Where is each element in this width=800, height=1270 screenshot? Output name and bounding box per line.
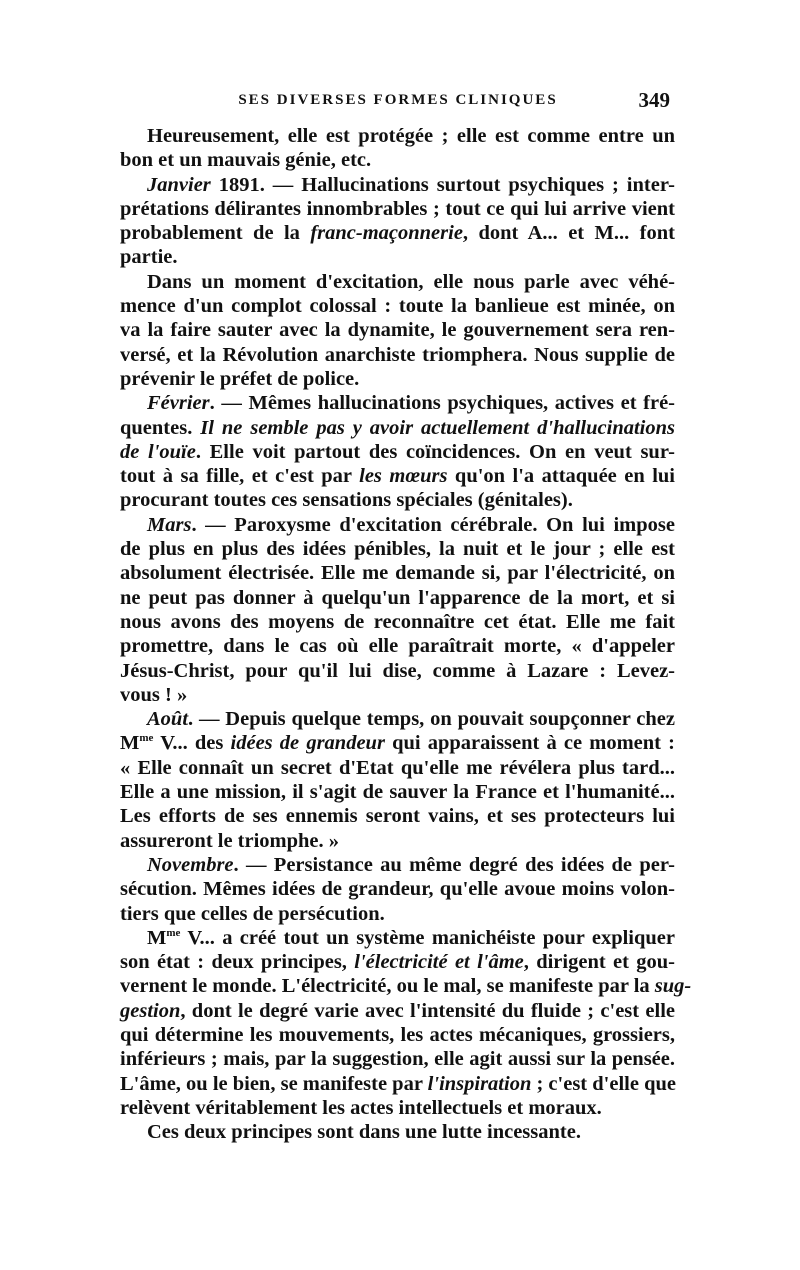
italic-text: les mœurs xyxy=(359,465,448,488)
text-line xyxy=(120,537,675,561)
text-segment: Ces deux principes sont dans une lutte incessante. xyxy=(147,1121,581,1144)
text-segment: partie. xyxy=(120,246,178,269)
text-line xyxy=(120,343,675,367)
text-segment: V... a créé tout un système manichéiste pour expliquer xyxy=(180,926,675,949)
text-segment: . — Depuis quelque temps, on pouvait soupçonner chez xyxy=(188,708,675,731)
text-line xyxy=(120,974,692,998)
text-segment: probablement de la xyxy=(120,222,311,245)
text-segment: vous ! » xyxy=(120,683,188,706)
text-line xyxy=(120,245,675,269)
text-segment: vernent le monde. L'électricité, ou le mal, se manifeste par la xyxy=(120,975,655,998)
text-segment: . — Mêmes hallucinations psychiques, actives et fré- xyxy=(209,392,675,415)
italic-text: Il ne semble pas y avoir actuellement d'hallucinations xyxy=(200,416,675,439)
text-segment: 1891. — Hallucinations surtout psychiques ; inter- xyxy=(210,173,675,196)
text-segment: tout à sa fille, et c'est par xyxy=(120,465,360,488)
text-segment: M xyxy=(120,732,140,755)
text-segment: , dont A... et M... font xyxy=(462,222,675,245)
text-line xyxy=(120,148,675,172)
text-segment: Jésus-Christ, pour qu'il lui dise, comme à Lazare : Levez- xyxy=(120,659,675,682)
text-segment: Elle a une mission, il s'agit de sauver la France et l'humanité... xyxy=(120,781,675,804)
text-line xyxy=(120,634,675,658)
text-segment: qui détermine les mouvements, les actes mécaniques, grossiers, xyxy=(120,1023,675,1046)
text-segment: inférieurs ; mais, par la suggestion, elle agit aussi sur la pensée. xyxy=(120,1048,675,1071)
text-line xyxy=(120,1023,675,1047)
text-line xyxy=(120,902,675,926)
text-line xyxy=(120,124,675,148)
text-segment: qu'on l'a attaquée en lui xyxy=(447,465,675,488)
text-segment: va la faire sauter avec la dynamite, le gouvernement sera ren- xyxy=(120,319,675,342)
superscript: me xyxy=(166,926,181,939)
text-segment: versé, et la Révolution anarchiste triomphera. Nous supplie de xyxy=(120,343,675,366)
text-line xyxy=(120,270,675,294)
text-line xyxy=(120,561,675,585)
text-segment: V... des xyxy=(153,732,231,755)
text-line xyxy=(120,1096,675,1120)
body-text xyxy=(120,124,692,1144)
text-line xyxy=(120,1120,675,1144)
text-line xyxy=(120,391,675,415)
text-line xyxy=(120,416,675,440)
text-line xyxy=(120,659,675,683)
text-line xyxy=(120,829,675,853)
text-segment: M xyxy=(147,926,167,949)
text-segment: promettre, dans le cas où elle paraîtrait morte, « d'appeler xyxy=(120,635,675,658)
text-line xyxy=(120,586,675,610)
text-segment: , dirigent et gou- xyxy=(523,951,675,974)
text-segment: . — Paroxysme d'excitation cérébrale. On lui impose xyxy=(191,513,675,536)
text-line xyxy=(120,294,675,318)
italic-text: gestion xyxy=(120,999,181,1022)
text-line xyxy=(120,950,675,974)
text-segment: , dont le degré varie avec l'intensité du fluide ; c'est elle xyxy=(180,999,675,1022)
text-line xyxy=(120,173,675,197)
text-segment: « Elle connaît un secret d'Etat qu'elle me révélera plus tard... xyxy=(120,756,675,779)
text-line xyxy=(120,440,675,464)
text-segment: . Elle voit partout des coïncidences. On en veut sur- xyxy=(195,440,675,463)
text-segment: relèvent véritablement les actes intellectuels et moraux. xyxy=(120,1096,602,1119)
text-line xyxy=(120,1072,675,1096)
text-line xyxy=(120,197,675,221)
text-segment: Dans un moment d'excitation, elle nous parle avec véhé- xyxy=(147,270,675,293)
text-segment: . — Persistance au même degré des idées de per- xyxy=(233,853,675,876)
text-line xyxy=(120,683,675,707)
text-segment: Heureusement, elle est protégée ; elle est comme entre un xyxy=(147,125,675,147)
text-segment: bon et un mauvais génie, etc. xyxy=(120,149,372,172)
page-header xyxy=(118,88,678,118)
italic-text: l'électricité et l'âme xyxy=(354,951,524,974)
text-segment: assureront le triomphe. » xyxy=(120,829,340,852)
text-line xyxy=(120,877,675,901)
text-line xyxy=(120,1047,675,1071)
text-line xyxy=(120,318,675,342)
text-line xyxy=(120,488,675,512)
text-line xyxy=(120,780,675,804)
text-segment: prévenir le préfet de police. xyxy=(120,367,360,390)
text-line xyxy=(120,731,675,755)
italic-text: Novembre xyxy=(147,853,234,876)
italic-text: franc-maçonnerie xyxy=(310,222,463,245)
italic-text: Février xyxy=(147,392,210,415)
text-line xyxy=(120,221,675,245)
text-line xyxy=(120,756,675,780)
italic-text: de l'ouïe xyxy=(120,440,196,463)
text-line xyxy=(120,707,675,731)
running-title: SES DIVERSES FORMES CLINIQUES xyxy=(238,92,558,108)
text-line xyxy=(120,999,675,1023)
text-line xyxy=(120,804,675,828)
text-segment: son état : deux principes, xyxy=(120,951,355,974)
text-line xyxy=(120,367,675,391)
text-segment: ne peut pas donner à quelqu'un l'apparence de la mort, et si xyxy=(120,586,675,609)
text-line xyxy=(120,464,675,488)
text-line xyxy=(120,853,675,877)
text-segment: quentes. xyxy=(120,416,201,439)
italic-text: sug- xyxy=(654,975,692,998)
italic-text: Mars xyxy=(147,513,192,536)
text-segment: procurant toutes ces sensations spéciales (génitales). xyxy=(120,489,573,512)
text-segment: nous avons des moyens de reconnaître cet état. Elle me fait xyxy=(120,610,675,633)
text-segment: L'âme, ou le bien, se manifeste par xyxy=(120,1072,428,1095)
italic-text: idées de grandeur xyxy=(230,732,385,755)
text-segment: Les efforts de ses ennemis seront vains, et ses protecteurs lui xyxy=(120,805,675,828)
italic-text: l'inspiration xyxy=(427,1072,532,1095)
text-segment: qui apparaissent à ce moment : xyxy=(384,732,675,755)
text-segment: mence d'un complot colossal : toute la banlieue est minée, on xyxy=(120,295,675,318)
text-segment: sécution. Mêmes idées de grandeur, qu'elle avoue moins volon- xyxy=(120,878,675,901)
text-segment: ; c'est d'elle que xyxy=(531,1072,676,1095)
text-segment: tiers que celles de persécution. xyxy=(120,902,385,925)
page-number: 349 xyxy=(638,88,670,112)
italic-text: Août xyxy=(147,708,189,731)
italic-text: Janvier xyxy=(147,173,211,196)
text-line xyxy=(120,513,675,537)
text-segment: absolument électrisée. Elle me demande si, par l'électricité, on xyxy=(120,562,675,585)
text-segment: de plus en plus des idées pénibles, la nuit et le jour ; elle est xyxy=(120,538,675,561)
text-segment: prétations délirantes innombrables ; tout ce qui lui arrive vient xyxy=(120,197,675,220)
text-line xyxy=(120,926,675,950)
superscript: me xyxy=(139,732,154,745)
text-line xyxy=(120,610,675,634)
